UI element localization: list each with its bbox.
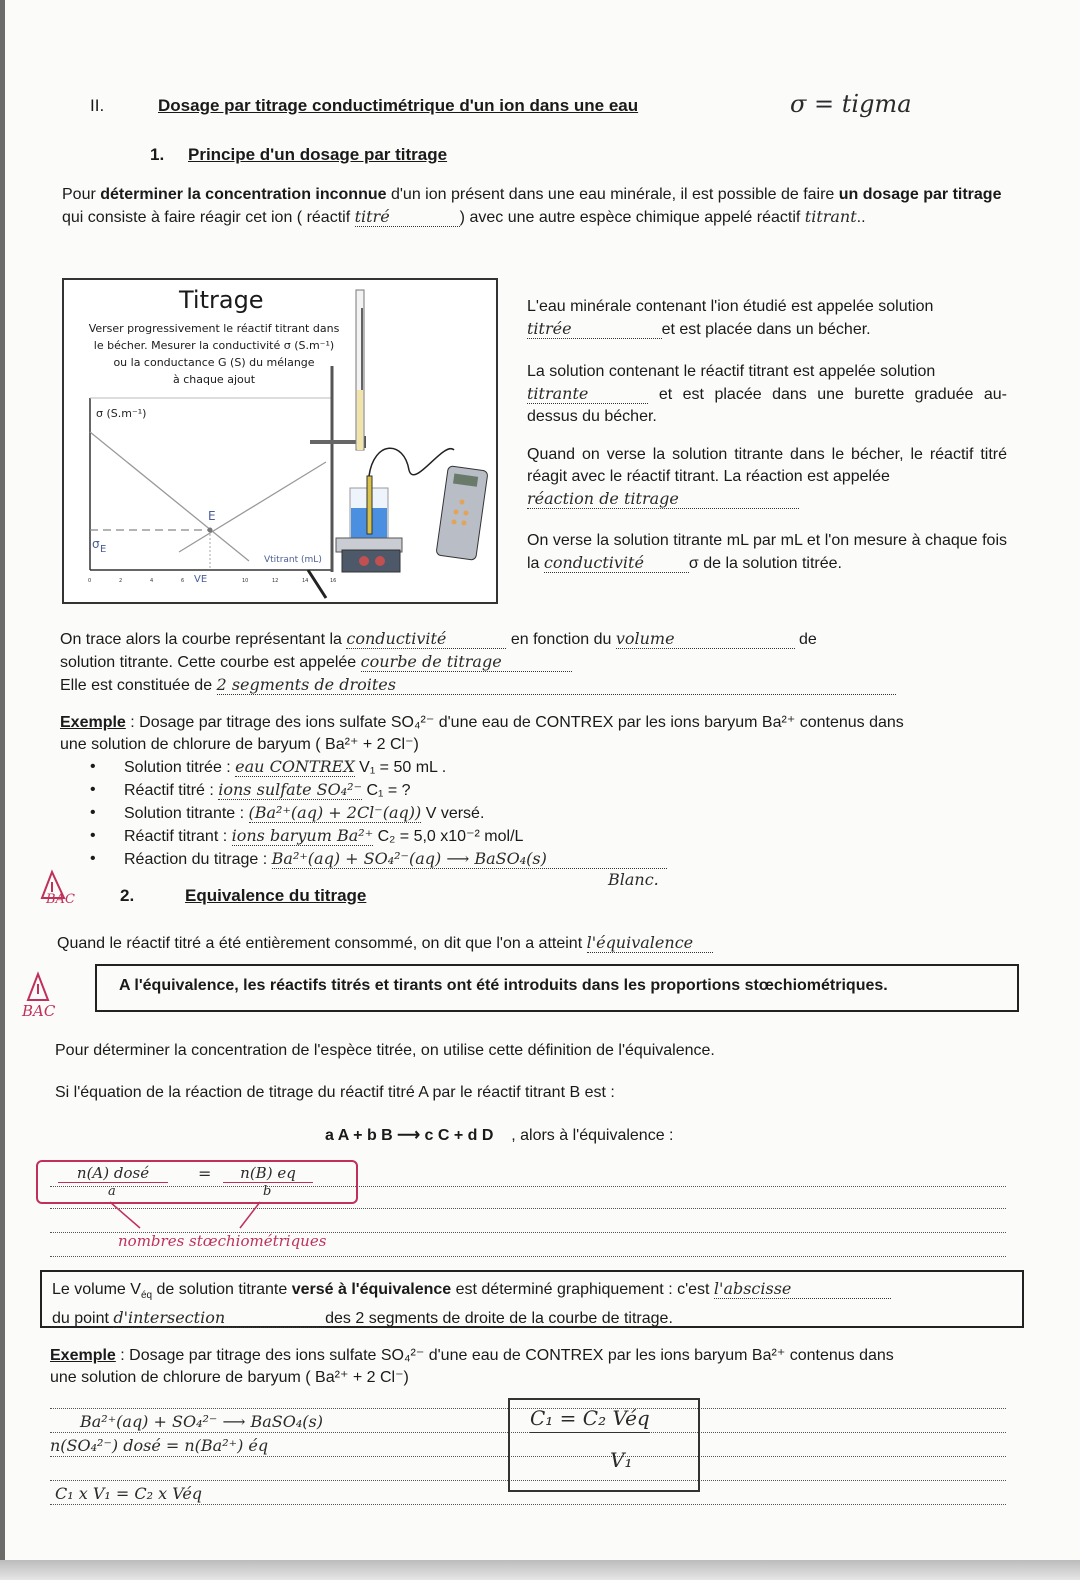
handwritten-reaction: Ba²⁺(aq) + SO₄²⁻ ⟶ BaSO₄(s): [80, 1412, 323, 1431]
ruled-line: [50, 1504, 1006, 1505]
fill-solution-titrante: titrante: [527, 384, 648, 404]
titration-figure: [62, 278, 498, 604]
fill-intersection: d'intersection: [113, 1308, 325, 1328]
equivalence-definition: Quand le réactif titré a été entièrement consommé, on dit que l'on a atteint l'équivalence: [57, 932, 713, 955]
generic-equation: a A + b B ⟶ c C + d D , alors à l'équivalence :: [325, 1127, 674, 1144]
list-item: • Réactif titrant : ions baryum Ba²⁺ C₂ = 5,0 x10⁻² mol/L: [60, 825, 1020, 848]
example-1: Exemple : Dosage par titrage des ions sulfate SO₄²⁻ d'une eau de CONTREX par les ions baryum Ba²⁺ contenus dans une solution de chlorure de baryum ( Ba²⁺ + 2 Cl⁻) • Solution titrée : eau CONTREX V₁ = 50 mL . • Réactif titré : ions sulfate SO₄²⁻ C₁ = ? • Solution titrante : (Ba²⁺(aq) + 2Cl⁻(aq)) V versé. • Réactif titrant : ions baryum Ba²⁺ C₂ = 5,0 x10⁻² mol/L • Réaction du titrage : Ba²⁺(aq) + SO₄²⁻(aq) ⟶ BaSO₄(s): [60, 712, 1020, 871]
example-1-list: [60, 756, 1020, 871]
svg-text:12: 12: [272, 578, 279, 584]
fill-titrant: titrant: [804, 207, 857, 226]
warning-bac-icon-1: BAC: [38, 868, 78, 919]
fill-abscisse: l'abscisse: [714, 1279, 891, 1299]
svg-text:16: 16: [330, 578, 337, 584]
svg-text:VE: VE: [194, 574, 208, 585]
fill-segments: 2 segments de droites: [217, 675, 896, 695]
handwritten-c1v1: C₁ x V₁ = C₂ x Véq: [55, 1484, 203, 1503]
curve-description: On trace alors la courbe représentant la conductivité en fonction du volume de solution titrante. Cette courbe est appelée courbe de titrage Elle est constituée de 2 segments de droites: [60, 628, 1010, 697]
section-number: II.: [90, 96, 105, 115]
fill-titre: titré: [355, 207, 460, 227]
warning-bac-icon-2: BAC: [22, 970, 62, 1025]
scan-edge-bottom: [0, 1560, 1080, 1580]
handwritten-mole-equality: n(SO₄²⁻) dosé = n(Ba²⁺) éq: [50, 1436, 269, 1455]
para-reaction: Quand on verse la solution titrante dans le bécher, le réactif titré réagit avec le réactif titrant. La réaction est appelée réaction de titrage: [527, 446, 1007, 508]
svg-text:6: 6: [181, 578, 185, 584]
subsection-number: 1.: [150, 145, 165, 164]
figure-title: Titrage: [179, 286, 264, 314]
para-determine-concentration: Pour déterminer la concentration de l'espèce titrée, on utilise cette définition de l'équivalence.: [55, 1042, 715, 1059]
subsection-title: Principe d'un dosage par titrage: [188, 145, 448, 164]
intro-paragraph: Pour déterminer la concentration inconnue d'un ion présent dans une eau minérale, il est possible de faire un dosage par titrage qui consiste à faire réagir cet ion ( réactif titré ) avec une autre espèce chimique appelé réactif titrant..: [62, 186, 1002, 226]
para-solution-titree: L'eau minérale contenant l'ion étudié est appelée solution titrée et est placée dans un bécher.: [527, 298, 934, 338]
fill-reaction-titrage: réaction de titrage: [527, 489, 799, 509]
equivalence-key-box: A l'équivalence, les réactifs titrés et tirants ont été introduits dans les proportions stœchiométriques.: [95, 964, 1019, 1012]
ruled-line: [50, 1256, 1006, 1257]
svg-text:4: 4: [150, 578, 154, 584]
list-item: • Solution titrée : eau CONTREX V₁ = 50 mL .: [60, 756, 1020, 779]
para-solution-titrante: La solution contenant le réactif titrant est appelée solution titrante et est placée dans une burette graduée au-dessus du bécher.: [527, 363, 1007, 425]
result-formula-box: C₁ = C₂ Véq V₁: [508, 1398, 700, 1492]
example-2: Exemple : Dosage par titrage des ions sulfate SO₄²⁻ d'une eau de CONTREX par les ions baryum Ba²⁺ contenus dans une solution de chlorure de baryum ( Ba²⁺ + 2 Cl⁻): [50, 1347, 894, 1386]
fill-conductivite-2: conductivité: [346, 629, 506, 649]
fill-volume: volume: [616, 629, 795, 649]
fill-conductivite: conductivité: [544, 553, 689, 573]
equivalence-formula-box: n(A) dosé a = n(B) eq b: [36, 1160, 358, 1204]
figure-caption: Verser progressivement le réactif titrant dans le bécher. Mesurer la conductivité σ (S.m⁻¹) ou la conductance G (S) du mélange à chaque ajout: [88, 322, 340, 386]
list-item: • Réactif titré : ions sulfate SO₄²⁻ C₁ = ?: [60, 779, 1020, 802]
svg-text:Vtitrant (mL): Vtitrant (mL): [264, 555, 322, 565]
svg-text:σ (S.m⁻¹): σ (S.m⁻¹): [96, 407, 147, 420]
svg-text:E: E: [208, 509, 216, 523]
list-item: • Solution titrante : (Ba²⁺(aq) + 2Cl⁻(aq)) V versé.: [60, 802, 1020, 825]
handwritten-blanc: Blanc.: [608, 870, 659, 889]
svg-text:2: 2: [119, 578, 123, 584]
svg-text:0: 0: [88, 578, 92, 584]
para-mesure: On verse la solution titrante mL par mL et l'on mesure à chaque fois la conductivité σ de la solution titrée.: [527, 532, 1007, 572]
handwritten-sigma-note: σ = tigma: [790, 90, 912, 118]
section-title: Dosage par titrage conductimétrique d'un ion dans une eau: [158, 96, 639, 115]
titration-curve-and-apparatus: [64, 280, 496, 602]
svg-text:E: E: [100, 544, 107, 555]
svg-text:σ: σ: [92, 537, 100, 551]
subsection-2-title: Equivalence du titrage: [185, 886, 367, 905]
list-item: • Réaction du titrage : Ba²⁺(aq) + SO₄²⁻(aq) ⟶ BaSO₄(s): [60, 848, 1020, 871]
fill-solution-titree: titrée: [527, 319, 662, 339]
para-equation-intro: Si l'équation de la réaction de titrage du réactif titré A par le réactif titrant B est :: [55, 1084, 615, 1101]
subsection-2-number: 2.: [120, 886, 135, 905]
fill-equivalence: l'équivalence: [587, 933, 714, 953]
fill-courbe-titrage: courbe de titrage: [361, 652, 572, 672]
handwritten-nombres-stoechiometriques: nombres stœchiométriques: [118, 1232, 327, 1250]
svg-text:10: 10: [242, 578, 249, 584]
svg-text:14: 14: [302, 578, 309, 584]
scan-edge-left: [0, 0, 5, 1560]
veq-definition-box: Le volume $V_{éq}$ de solution titrante versé à l'équivalence est déterminé graphiquement : c'est l'abscisse du point d'intersection des 2 segments de droite de la courbe de titrage.: [40, 1270, 1024, 1328]
